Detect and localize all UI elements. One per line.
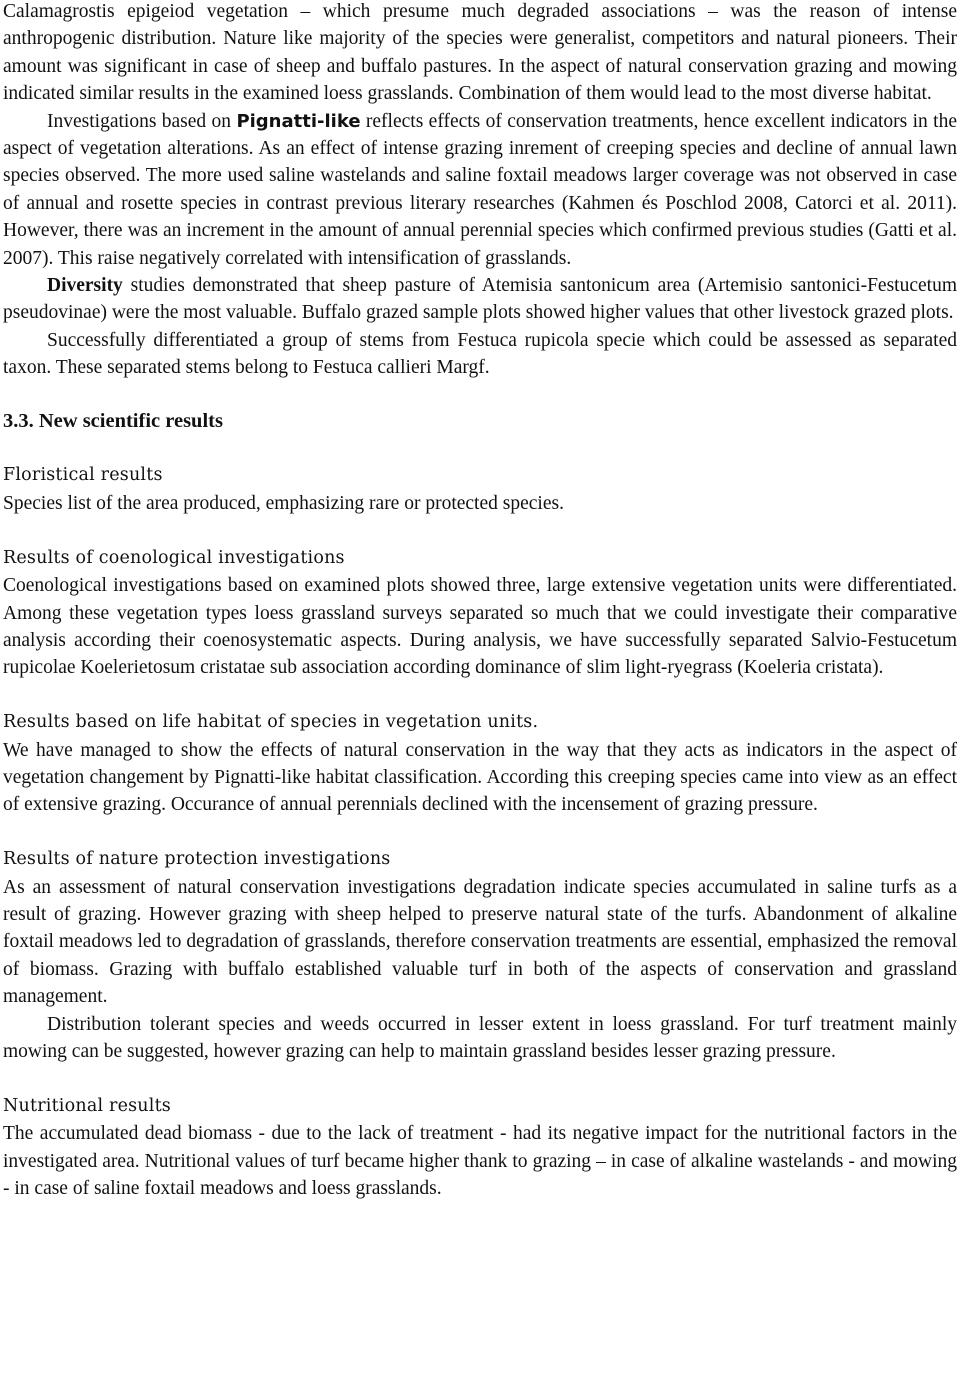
spacer	[3, 517, 957, 544]
life-habitat-heading: Results based on life habitat of species in vegetation units.	[3, 712, 539, 733]
nature-protection-heading: Results of nature protection investigations	[3, 849, 391, 870]
paragraph-festuca: Successfully differentiated a group of stems from Festuca rupicola specie which could be assessed as separated taxon. These separated stems belong to Festuca callieri Margf.	[3, 329, 957, 379]
document-page	[3, 0, 957, 1202]
paragraph-diversity	[3, 272, 957, 327]
spacer	[3, 819, 957, 846]
coenological-heading: Results of coenological investigations	[3, 547, 345, 568]
paragraph-diversity-body: studies demonstrated that sheep pasture of Atemisia santonicum area (Artemisio santonici-Festucetum pseudovinae) were the most valuable. Buffalo grazed sample plots showed higher values that other livestock grazed plots.	[3, 275, 957, 324]
coenological-text: Coenological investigations based on examined plots showed three, large extensive vegetation units were differentiated. Among these vegetation types loess grassland surveys separated so much that we could investigate their comparative analysis according their coenosystematic aspects. During analysis, we have successfully separated Salvio-Festucetum rupicolae Koelerietosum cristatae sub association according dominance of slim light-ryegrass (Koeleria cristata).	[3, 575, 957, 679]
floristical-heading: Floristical results	[3, 465, 163, 486]
nutritional-heading: Nutritional results	[3, 1095, 171, 1116]
spacer	[3, 395, 957, 408]
spacer	[3, 435, 957, 462]
section-heading: 3.3. New scientific results	[3, 409, 223, 432]
spacer	[3, 1065, 957, 1092]
paragraph-investigations-body: reflects effects of conservation treatments, hence excellent indicators in the aspect of vegetation alterations. As an effect of intense grazing inrement of creeping species and decline of annual lawn species observed. The more used saline wastelands and saline foxtail meadows larger coverage was not observed in case of annual and rosette species in contrast previous literary researches (Kahmen és Poschlod 2008, Catorci et al. 2011). However, there was an increment in the amount of annual perennial species which confirmed previous studies (Gatti et al. 2007). This raise negatively correlated with intensification of grasslands.	[3, 110, 957, 269]
paragraph-investigations	[3, 108, 957, 272]
floristical-text: Species list of the area produced, emphasizing rare or protected species.	[3, 492, 564, 514]
nature-protection-text: As an assessment of natural conservation investigations degradation indicate species accumulated in saline turfs as a result of grazing. However grazing with sheep helped to preserve natural state of the turfs. Abandonment of alkaline foxtail meadows led to degradation of grasslands, therefore conservation treatments are essential, emphasized the removal of biomass. Grazing with buffalo established valuable turf in both of the aspects of conservation and grassland management.	[3, 876, 957, 1008]
nutritional-text: The accumulated dead biomass - due to the lack of treatment - had its negative impact for the nutritional factors in the investigated area. Nutritional values of turf became higher thank to grazing – in case of alkaline wastelands - and mowing - in case of saline foxtail meadows and loess grasslands.	[3, 1123, 957, 1199]
nature-protection-text-2: Distribution tolerant species and weeds occurred in lesser extent in loess grassland. For turf treatment mainly mowing can be suggested, however grazing can help to maintain grassland besides lesser grazing pressure.	[3, 1013, 957, 1062]
term-diversity: Diversity	[47, 275, 123, 297]
spacer	[3, 382, 957, 395]
paragraph-calamagrostis: Calamagrostis epigeiod vegetation – which presume much degraded associations – was the reason of intense anthropogenic distribution. Nature like majority of the species were generalist, competitors and natural pioneers. Their amount was significant in case of sheep and buffalo pastures. In the aspect of natural conservation grazing and mowing indicated similar results in the examined loess grasslands. Combination of them would lead to the most diverse habitat.	[3, 1, 957, 105]
term-pignatti-like: Pignatti-like	[236, 110, 361, 132]
life-habitat-text: We have managed to show the effects of natural conservation in the way that they acts as indicators in the aspect of vegetation changement by Pignatti-like habitat classification. According this creeping species came into view as an effect of extensive grazing. Occurance of annual perennials declined with the incensement of grazing pressure.	[3, 739, 957, 816]
paragraph-investigations-lead: Investigations based on	[47, 110, 237, 132]
spacer	[3, 682, 957, 709]
